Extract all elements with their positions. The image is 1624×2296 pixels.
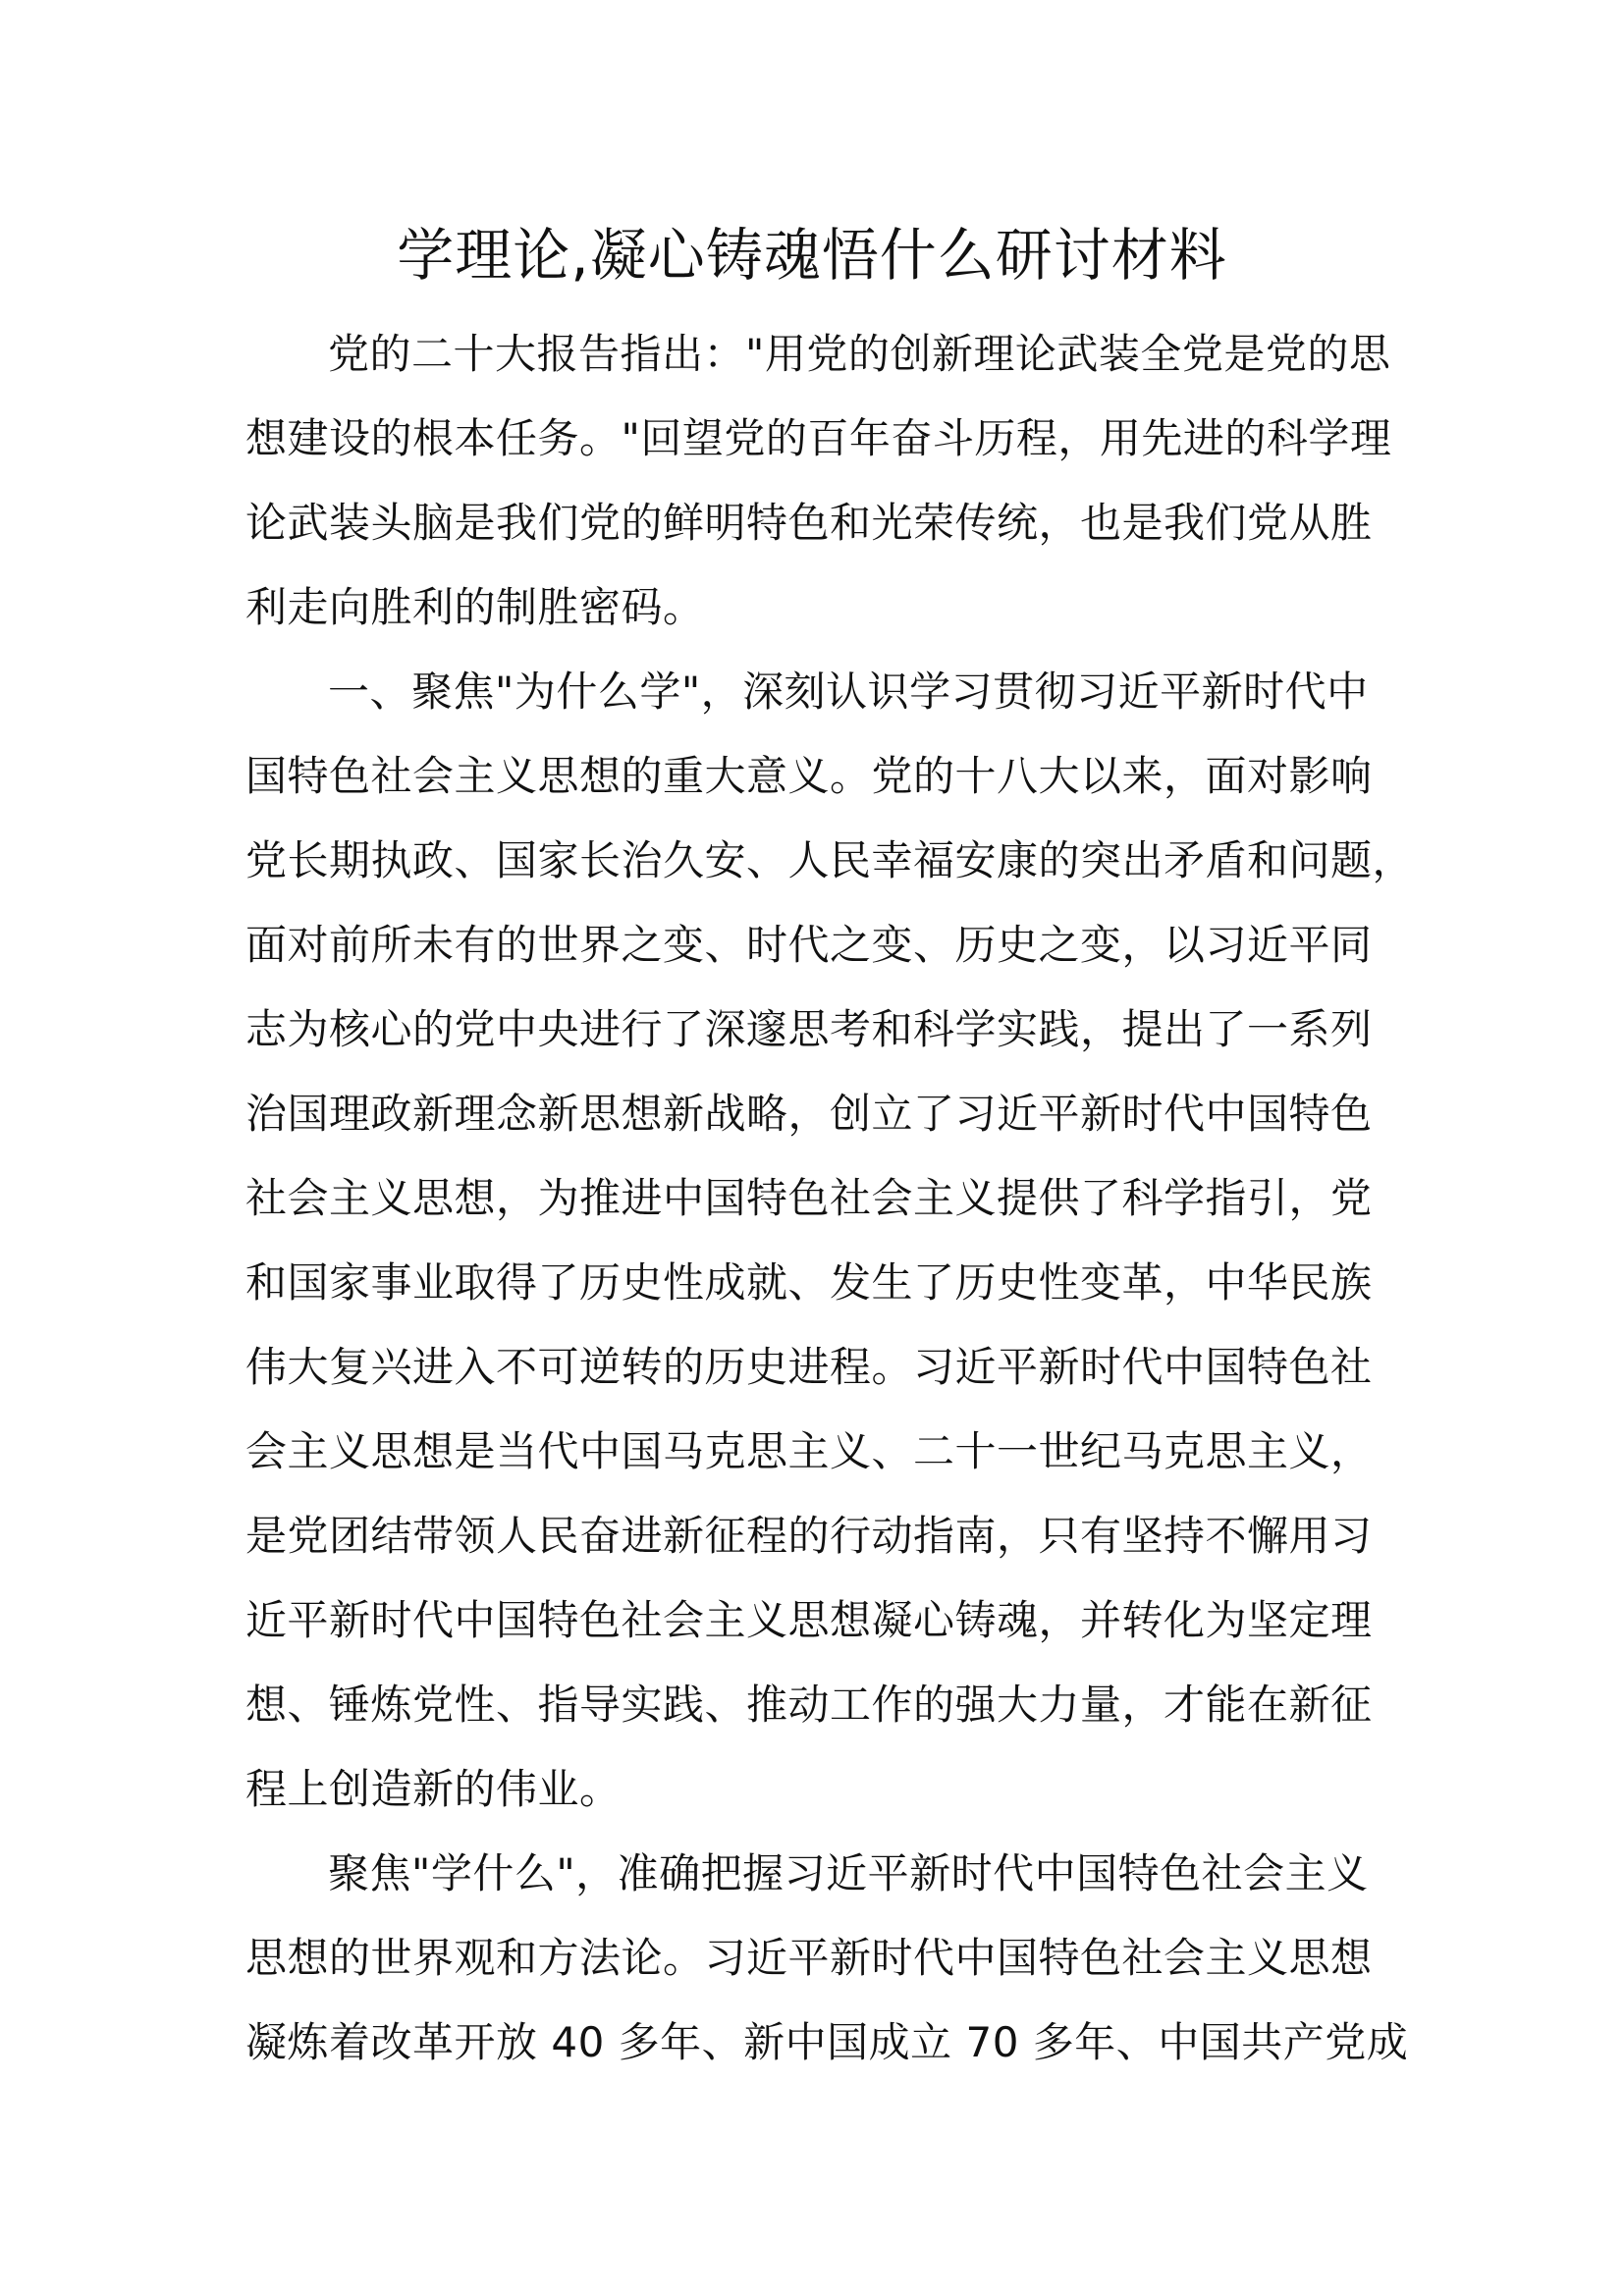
text-line: 是党团结带领人民奋进新征程的行动指南，只有坚持不懈用习 xyxy=(245,1512,1373,1560)
text-line: 国特色社会主义思想的重大意义。党的十八大以来，面对影响 xyxy=(245,752,1373,800)
text-line: 面对前所未有的世界之变、时代之变、历史之变，以习近平同 xyxy=(245,921,1373,969)
text-line: 思想的世界观和方法论。习近平新时代中国特色社会主义思想 xyxy=(245,1934,1373,1982)
text-line: 聚焦"学什么"，准确把握习近平新时代中国特色社会主义 xyxy=(328,1849,1369,1897)
paragraph-section-one xyxy=(245,650,1415,1832)
document-title: 学理论,凝心铸魂悟什么研讨材料 xyxy=(397,222,1227,289)
text-line: 志为核心的党中央进行了深邃思考和科学实践，提出了一系列 xyxy=(245,1005,1373,1053)
text-line: 伟大复兴进入不可逆转的历史进程。习近平新时代中国特色社 xyxy=(245,1343,1373,1391)
text-line: 社会主义思想，为推进中国特色社会主义提供了科学指引，党 xyxy=(245,1174,1373,1222)
text-line: 一、聚焦"为什么学"，深刻认识学习贯彻习近平新时代中 xyxy=(328,667,1369,716)
paragraph-section-two xyxy=(245,1832,1409,2085)
text-line: 想、锤炼党性、指导实践、推动工作的强大力量，才能在新征 xyxy=(245,1681,1373,1729)
text-line: 想建设的根本任务。"回望党的百年奋斗历程，用先进的科学理 xyxy=(245,414,1392,462)
text-line: 近平新时代中国特色社会主义思想凝心铸魂，并转化为坚定理 xyxy=(245,1596,1373,1644)
text-line: 和国家事业取得了历史性成就、发生了历史性变革，中华民族 xyxy=(245,1258,1373,1307)
text-line: 凝炼着改革开放 40 多年、新中国成立 70 多年、中国共产党成 xyxy=(245,2018,1409,2066)
text-line: 程上创造新的伟业。 xyxy=(245,1765,622,1813)
paragraph-intro xyxy=(245,312,1394,650)
text-line: 利走向胜利的制胜密码。 xyxy=(245,583,705,631)
document-body xyxy=(245,312,1415,2085)
text-line: 治国理政新理念新思想新战略，创立了习近平新时代中国特色 xyxy=(245,1090,1373,1138)
text-line: 党的二十大报告指出："用党的创新理论武装全党是党的思 xyxy=(328,330,1391,378)
text-line: 论武装头脑是我们党的鲜明特色和光荣传统，也是我们党从胜 xyxy=(245,499,1373,547)
text-line: 会主义思想是当代中国马克思主义、二十一世纪马克思主义， xyxy=(245,1427,1373,1475)
text-line: 党长期执政、国家长治久安、人民幸福安康的突出矛盾和问题， xyxy=(245,836,1415,884)
